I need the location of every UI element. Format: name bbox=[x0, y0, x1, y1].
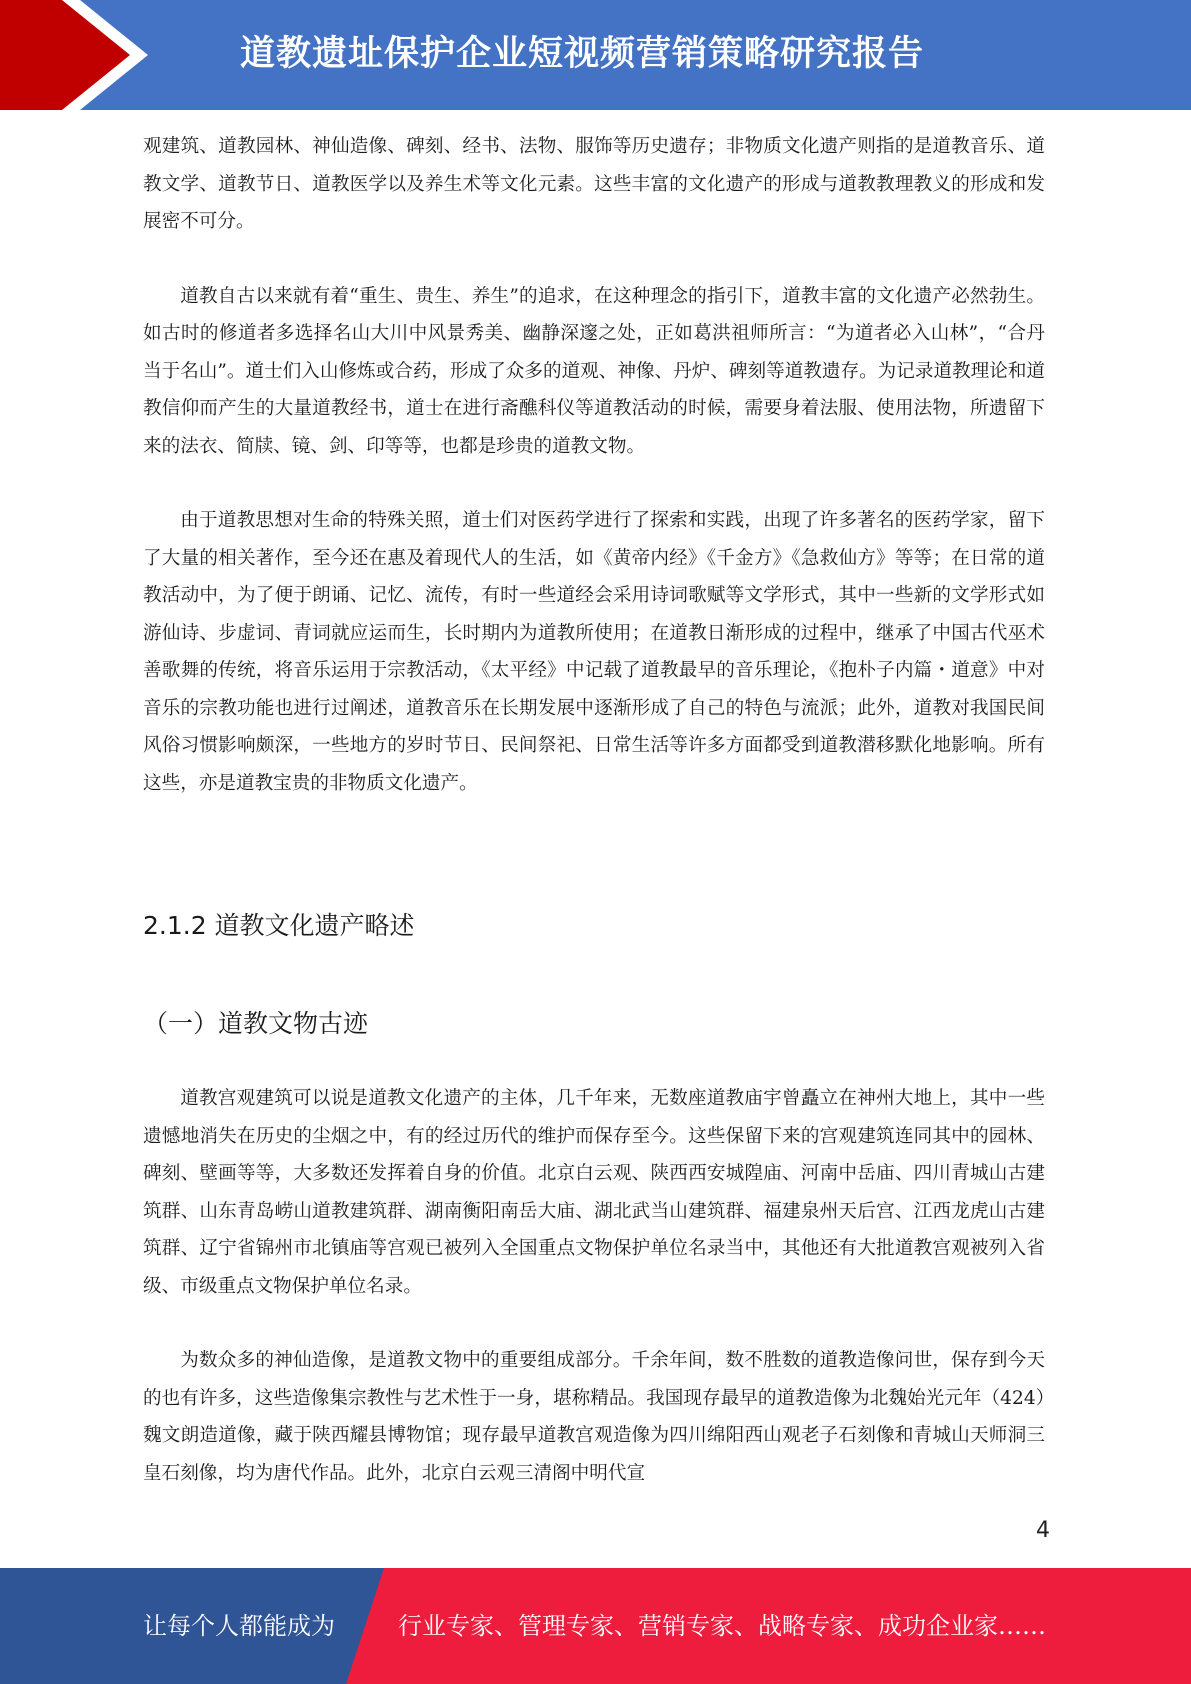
body-text-top bbox=[143, 128, 1045, 802]
header-title: 道教遗址保护企业短视频营销策略研究报告 bbox=[240, 34, 925, 74]
header-red-arrow bbox=[0, 0, 148, 110]
paragraph: 道教自古以来就有着“重生、贵生、养生”的追求，在这种理念的指引下，道教丰富的文化遗产必然勃生。如古时的修道者多选择名山大川中风景秀美、幽静深邃之处，正如葛洪祖师所言：“为道者必入山林”，“合丹当于名山”。道士们入山修炼或合药，形成了众多的道观、神像、丹炉、碑刻等道教遗存。为记录道教理论和道教信仰而产生的大量道教经书，道士在进行斋醮科仪等道教活动的时候，需要身着法服、使用法物，所遗留下来的法衣、简牍、镜、剑、印等等，也都是珍贵的道教文物。 bbox=[143, 285, 1046, 457]
paragraph: 由于道教思想对生命的特殊关照，道士们对医药学进行了探索和实践，出现了许多著名的医药学家，留下了大量的相关著作，至今还在惠及着现代人的生活，如《黄帝内经》《千金方》《急救仙方》等等；在日常的道教活动中，为了便于朗诵、记忆、流传，有时一些道经会采用诗词歌赋等文学形式，其中一些新的文学形式如游仙诗、步虚词、青词就应运而生，长时期内为道教所使用；在道教日渐形成的过程中，继承了中国古代巫术善歌舞的传统，将音乐运用于宗教活动，《太平经》中记载了道教最早的音乐理论，《抱朴子内篇・道意》中对音乐的宗教功能也进行过阐述，道教音乐在长期发展中逐渐形成了自己的特色与流派；此外，道教对我国民间风俗习惯影响颇深，一些地方的岁时节日、民间祭祀、日常生活等许多方面都受到道教潜移默化地影响。所有这些，亦是道教宝贵的非物质文化遗产。 bbox=[143, 510, 1045, 794]
section-heading: 2.1.2 道教文化遗产略述 bbox=[143, 911, 415, 940]
page-number: 4 bbox=[1036, 1518, 1050, 1543]
paragraph: 道教宫观建筑可以说是道教文化遗产的主体，几千年来，无数座道教庙宇曾矗立在神州大地上，其中一些遗憾地消失在历史的尘烟之中，有的经过历代的维护而保存至今。这些保留下来的宫观建筑连同其中的园林、碑刻、壁画等等，大多数还发挥着自身的价值。北京白云观、陕西西安城隍庙、河南中岳庙、四川青城山古建筑群、山东青岛崂山道教建筑群、湖南衡阳南岳大庙、湖北武当山建筑群、福建泉州天后宫、江西龙虎山古建筑群、辽宁省锦州市北镇庙等宫观已被列入全国重点文物保护单位名录当中，其他还有大批道教宫观被列入省级、市级重点文物保护单位名录。 bbox=[143, 1088, 1045, 1297]
footer-right-text: 行业专家、管理专家、营销专家、战略专家、成功企业家…… bbox=[398, 1612, 1046, 1640]
page-header bbox=[0, 0, 1191, 110]
footer-left-text: 让每个人都能成为 bbox=[143, 1612, 335, 1640]
body-text-bottom bbox=[143, 1080, 1045, 1492]
paragraph: 观建筑、道教园林、神仙造像、碑刻、经书、法物、服饰等历史遗存；非物质文化遗产则指的是道教音乐、道教文学、道教节日、道教医学以及养生术等文化元素。这些丰富的文化遗产的形成与道教教理教义的形成和发展密不可分。 bbox=[143, 136, 1045, 232]
page-footer bbox=[0, 1568, 1191, 1684]
paragraph: 为数众多的神仙造像，是道教文物中的重要组成部分。千余年间，数不胜数的道教造像问世，保存到今天的也有许多，这些造像集宗教性与艺术性于一身，堪称精品。我国现存最早的道教造像为北魏始光元年（424）魏文朗造道像，藏于陕西耀县博物馆；现存最早道教宫观造像为四川绵阳西山观老子石刻像和青城山天师洞三皇石刻像，均为唐代作品。此外，北京白云观三清阁中明代宣 bbox=[143, 1350, 1045, 1484]
subsection-heading: （一）道教文物古迹 bbox=[143, 1009, 369, 1038]
